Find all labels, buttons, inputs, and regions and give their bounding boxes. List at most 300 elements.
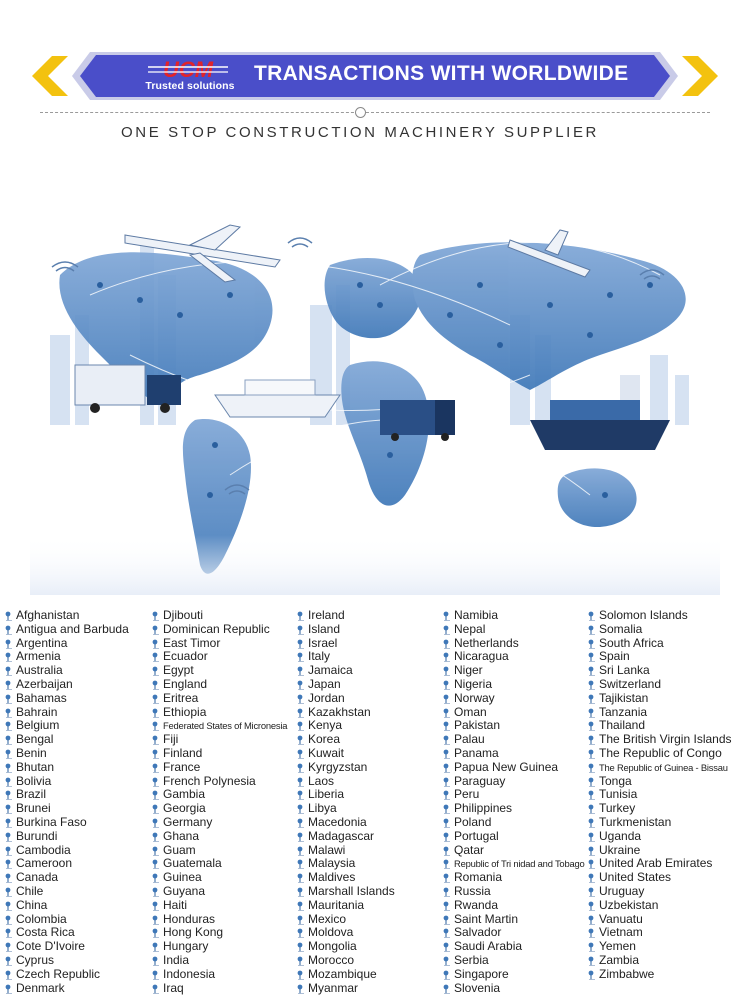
country-item [442, 609, 592, 623]
map-pin-icon [443, 942, 451, 952]
map-pin-icon [588, 887, 596, 897]
map-pin-icon [297, 652, 305, 662]
country-name: India [163, 952, 190, 967]
country-name: Saint Martin [454, 911, 519, 926]
map-pin-icon [297, 928, 305, 938]
country-item [587, 733, 737, 747]
map-pin-icon [588, 763, 596, 773]
country-item [442, 788, 592, 802]
country-item [151, 982, 301, 996]
map-pin-icon [297, 859, 305, 869]
map-pin-icon [5, 804, 13, 814]
country-item [587, 650, 737, 664]
country-name: Korea [308, 732, 341, 747]
map-pin-icon [5, 680, 13, 690]
country-name: Japan [308, 676, 341, 691]
map-pin-icon [5, 639, 13, 649]
map-pin-icon [443, 970, 451, 980]
country-item [4, 719, 154, 733]
country-item [296, 788, 446, 802]
map-pin-icon [152, 942, 160, 952]
world-map-illustration [30, 205, 720, 595]
country-item [587, 871, 737, 885]
country-item [4, 775, 154, 789]
country-name: Hungary [163, 939, 209, 954]
map-pin-icon [588, 666, 596, 676]
country-name: Cote D'Ivoire [16, 939, 85, 954]
country-item [151, 968, 301, 982]
country-item [4, 844, 154, 858]
country-name: Qatar [454, 842, 485, 857]
country-item [442, 664, 592, 678]
map-pin-icon [152, 928, 160, 938]
map-pin-icon [152, 846, 160, 856]
country-item [151, 802, 301, 816]
country-name: England [163, 676, 208, 691]
country-item [442, 830, 592, 844]
country-item [151, 747, 301, 761]
country-name: Slovenia [454, 980, 501, 995]
country-item [587, 775, 737, 789]
map-pin-icon [152, 666, 160, 676]
country-name: Vanuatu [599, 911, 643, 926]
country-item [151, 940, 301, 954]
map-pin-icon [443, 873, 451, 883]
country-item [151, 926, 301, 940]
country-item [296, 926, 446, 940]
country-item [442, 954, 592, 968]
map-pin-icon [443, 666, 451, 676]
country-item [4, 678, 154, 692]
country-item [587, 761, 737, 775]
country-name: Azerbaijan [16, 676, 73, 691]
header-banner [32, 52, 718, 100]
map-pin-icon [297, 818, 305, 828]
map-pin-icon [297, 956, 305, 966]
country-item [442, 733, 592, 747]
country-name: The Republic of Guinea - Bissau [599, 761, 728, 773]
country-item [296, 816, 446, 830]
country-item [442, 719, 592, 733]
country-item [587, 885, 737, 899]
map-pin-icon [5, 873, 13, 883]
map-pin-icon [152, 680, 160, 690]
country-name: Kazakhstan [308, 704, 371, 719]
country-item [587, 830, 737, 844]
map-pin-icon [5, 611, 13, 621]
country-item [151, 954, 301, 968]
country-item [4, 637, 154, 651]
country-item [151, 609, 301, 623]
svg-text:UCM: UCM [162, 58, 214, 80]
country-name: Solomon Islands [599, 608, 688, 622]
map-pin-icon [5, 666, 13, 676]
map-pin-icon [588, 901, 596, 911]
country-name: Egypt [163, 663, 194, 678]
country-item [296, 885, 446, 899]
country-name: Federated States of Micronesia [163, 720, 288, 732]
map-pin-icon [443, 680, 451, 690]
country-item [442, 857, 592, 871]
country-name: Romania [454, 870, 503, 885]
map-pin-icon [152, 777, 160, 787]
map-pin-icon [297, 846, 305, 856]
country-name: South Africa [599, 635, 664, 650]
country-name: Moldova [308, 925, 354, 940]
country-item [296, 775, 446, 789]
map-pin-icon [443, 846, 451, 856]
country-item [587, 747, 737, 761]
country-item [296, 719, 446, 733]
map-pin-icon [297, 901, 305, 911]
country-name: Australia [16, 663, 63, 678]
map-pin-icon [588, 804, 596, 814]
map-pin-icon [5, 763, 13, 773]
country-item [151, 692, 301, 706]
country-item [587, 692, 737, 706]
country-item [442, 899, 592, 913]
delivery-truck-icon [380, 400, 455, 441]
map-pin-icon [297, 639, 305, 649]
country-item [442, 678, 592, 692]
country-item [442, 844, 592, 858]
country-name: Czech Republic [16, 966, 101, 981]
country-item [4, 747, 154, 761]
country-item [4, 899, 154, 913]
map-pin-icon [588, 777, 596, 787]
country-name: Niger [454, 663, 483, 678]
map-pin-icon [443, 790, 451, 800]
map-pin-icon [5, 818, 13, 828]
country-name: Peru [454, 787, 480, 802]
country-name: Salvador [454, 925, 502, 940]
country-item [587, 844, 737, 858]
map-pin-icon [588, 639, 596, 649]
map-pin-icon [588, 942, 596, 952]
country-name: Kuwait [308, 745, 345, 760]
countries-list [4, 609, 746, 1001]
country-item [296, 650, 446, 664]
map-pin-icon [152, 625, 160, 635]
country-name: Bahrain [16, 704, 58, 719]
map-pin-icon [588, 956, 596, 966]
map-pin-icon [443, 708, 451, 718]
country-name: Brazil [16, 787, 47, 802]
country-name: The British Virgin Islands [599, 732, 732, 747]
country-name: Hong Kong [163, 925, 224, 940]
map-pin-icon [297, 984, 305, 994]
country-name: Somalia [599, 621, 643, 636]
map-pin-icon [152, 708, 160, 718]
map-pin-icon [5, 832, 13, 842]
country-name: Thailand [599, 718, 646, 733]
country-name: Zambia [599, 952, 640, 967]
country-item [296, 982, 446, 996]
map-pin-icon [5, 721, 13, 731]
map-pin-icon [443, 721, 451, 731]
country-item [296, 913, 446, 927]
country-name: Mongolia [308, 939, 357, 954]
country-name: Jamaica [308, 663, 353, 678]
map-pin-icon [5, 749, 13, 759]
country-item [4, 609, 154, 623]
map-pin-icon [5, 625, 13, 635]
country-name: Namibia [454, 608, 499, 622]
country-name: Burundi [16, 828, 58, 843]
country-name: Guyana [163, 883, 206, 898]
country-item [587, 926, 737, 940]
country-item [587, 954, 737, 968]
country-item [587, 678, 737, 692]
banner-title: TRANSACTIONS WITH WORLDWIDE [254, 62, 629, 85]
country-name: Haiti [163, 897, 188, 912]
country-item [151, 706, 301, 720]
country-item [587, 857, 737, 871]
country-name: Benin [16, 745, 47, 760]
country-item [587, 802, 737, 816]
country-item [442, 623, 592, 637]
country-name: Belgium [16, 718, 60, 733]
country-name: Nicaragua [454, 649, 509, 664]
country-name: Canada [16, 870, 59, 885]
map-pin-icon [588, 859, 596, 869]
country-item [151, 650, 301, 664]
country-item [587, 788, 737, 802]
map-pin-icon [152, 915, 160, 925]
country-item [4, 913, 154, 927]
map-pin-icon [152, 763, 160, 773]
map-pin-icon [443, 818, 451, 828]
map-pin-icon [5, 956, 13, 966]
map-pin-icon [588, 873, 596, 883]
country-name: Turkmenistan [599, 814, 672, 829]
map-pin-icon [152, 639, 160, 649]
country-name: Dominican Republic [163, 621, 270, 636]
map-pin-icon [5, 777, 13, 787]
country-item [4, 664, 154, 678]
country-name: Georgia [163, 801, 206, 816]
country-name: Paraguay [454, 773, 506, 788]
country-item [296, 844, 446, 858]
map-pin-icon [152, 832, 160, 842]
country-name: Costa Rica [16, 925, 75, 940]
country-name: Oman [454, 704, 487, 719]
country-name: Palau [454, 732, 485, 747]
country-item [4, 871, 154, 885]
country-name: Fiji [163, 732, 179, 747]
country-name: Mozambique [308, 966, 377, 981]
country-item [4, 650, 154, 664]
country-item [296, 637, 446, 651]
country-name: Myanmar [308, 980, 359, 995]
country-name: Cameroon [16, 856, 73, 871]
map-pin-icon [443, 832, 451, 842]
map-pin-icon [297, 942, 305, 952]
country-name: Antigua and Barbuda [16, 621, 129, 636]
country-name: China [16, 897, 48, 912]
country-item [4, 706, 154, 720]
map-pin-icon [297, 625, 305, 635]
country-name: Laos [308, 773, 335, 788]
country-item [4, 692, 154, 706]
country-name: Rwanda [454, 897, 499, 912]
map-pin-icon [297, 735, 305, 745]
country-item [587, 664, 737, 678]
map-pin-icon [5, 790, 13, 800]
country-name: Netherlands [454, 635, 519, 650]
country-name: Colombia [16, 911, 67, 926]
country-item [296, 857, 446, 871]
map-pin-icon [443, 749, 451, 759]
country-name: Armenia [16, 649, 61, 664]
map-pin-icon [5, 694, 13, 704]
country-item [442, 761, 592, 775]
map-pin-icon [588, 625, 596, 635]
country-item [151, 623, 301, 637]
map-pin-icon [152, 652, 160, 662]
country-name: Ireland [308, 608, 345, 622]
map-pin-icon [588, 680, 596, 690]
country-name: United Arab Emirates [599, 856, 713, 871]
map-pin-icon [443, 694, 451, 704]
map-pin-icon [152, 887, 160, 897]
country-name: Norway [454, 690, 495, 705]
map-pin-icon [297, 777, 305, 787]
country-item [296, 609, 446, 623]
country-name: Philippines [454, 801, 513, 816]
country-item [151, 899, 301, 913]
map-pin-icon [443, 777, 451, 787]
country-item [4, 940, 154, 954]
country-name: Iraq [163, 980, 184, 995]
country-item [442, 940, 592, 954]
map-pin-icon [297, 749, 305, 759]
country-name: Pakistan [454, 718, 501, 733]
country-item [151, 719, 301, 733]
country-name: Bahamas [16, 690, 67, 705]
country-item [151, 678, 301, 692]
map-pin-icon [443, 639, 451, 649]
map-pin-icon [443, 901, 451, 911]
country-name: Malaysia [308, 856, 356, 871]
country-name: Serbia [454, 952, 489, 967]
map-pin-icon [588, 694, 596, 704]
map-pin-icon [443, 763, 451, 773]
map-pin-icon [297, 915, 305, 925]
country-name: France [163, 759, 201, 774]
country-name: Turkey [599, 801, 636, 816]
country-item [296, 678, 446, 692]
country-name: United States [599, 870, 672, 885]
country-item [587, 816, 737, 830]
country-name: Island [308, 621, 341, 636]
country-name: Mauritania [308, 897, 365, 912]
map-pin-icon [5, 859, 13, 869]
map-pin-icon [152, 611, 160, 621]
country-item [4, 885, 154, 899]
country-item [151, 857, 301, 871]
country-item [296, 830, 446, 844]
country-name: Uganda [599, 828, 642, 843]
country-item [4, 968, 154, 982]
country-name: Germany [163, 814, 213, 829]
map-pin-icon [588, 721, 596, 731]
country-name: Israel [308, 635, 338, 650]
map-pin-icon [443, 859, 451, 869]
map-pin-icon [152, 873, 160, 883]
country-name: Italy [308, 649, 331, 664]
map-pin-icon [588, 652, 596, 662]
country-item [296, 733, 446, 747]
country-item [4, 802, 154, 816]
map-pin-icon [152, 901, 160, 911]
country-name: Switzerland [599, 676, 662, 691]
country-name: Kyrgyzstan [308, 759, 368, 774]
country-column-1 [4, 609, 154, 995]
country-item [587, 623, 737, 637]
country-name: Brunei [16, 801, 51, 816]
country-name: Papua New Guinea [454, 759, 559, 774]
country-name: Bhutan [16, 759, 55, 774]
country-name: Nepal [454, 621, 486, 636]
country-item [151, 830, 301, 844]
country-name: The Republic of Congo [599, 745, 722, 760]
country-item [151, 844, 301, 858]
map-pin-icon [443, 652, 451, 662]
country-item [587, 913, 737, 927]
country-name: Argentina [16, 635, 68, 650]
country-item [442, 637, 592, 651]
country-item [296, 761, 446, 775]
country-name: Chile [16, 883, 44, 898]
country-column-5 [587, 609, 737, 982]
map-pin-icon [588, 818, 596, 828]
country-name: Denmark [16, 980, 65, 995]
map-pin-icon [5, 708, 13, 718]
country-item [442, 747, 592, 761]
country-name: Tanzania [599, 704, 648, 719]
country-item [587, 706, 737, 720]
country-name: French Polynesia [163, 773, 256, 788]
country-name: East Timor [163, 635, 221, 650]
map-pin-icon [152, 721, 160, 731]
map-pin-icon [5, 942, 13, 952]
country-item [4, 816, 154, 830]
country-name: Guam [163, 842, 196, 857]
country-item [4, 926, 154, 940]
country-item [151, 775, 301, 789]
map-pin-icon [443, 611, 451, 621]
country-name: Nigeria [454, 676, 493, 691]
map-pin-icon [443, 984, 451, 994]
country-name: Libya [308, 801, 337, 816]
map-pin-icon [588, 915, 596, 925]
country-item [442, 885, 592, 899]
country-item [442, 692, 592, 706]
country-item [296, 968, 446, 982]
map-pin-icon [443, 625, 451, 635]
country-name: Uruguay [599, 883, 645, 898]
country-item [296, 623, 446, 637]
country-item [4, 857, 154, 871]
map-pin-icon [297, 611, 305, 621]
country-name: Ukraine [599, 842, 641, 857]
country-item [587, 637, 737, 651]
country-item [587, 940, 737, 954]
country-name: Morocco [308, 952, 355, 967]
map-pin-icon [588, 790, 596, 800]
country-name: Singapore [454, 966, 509, 981]
